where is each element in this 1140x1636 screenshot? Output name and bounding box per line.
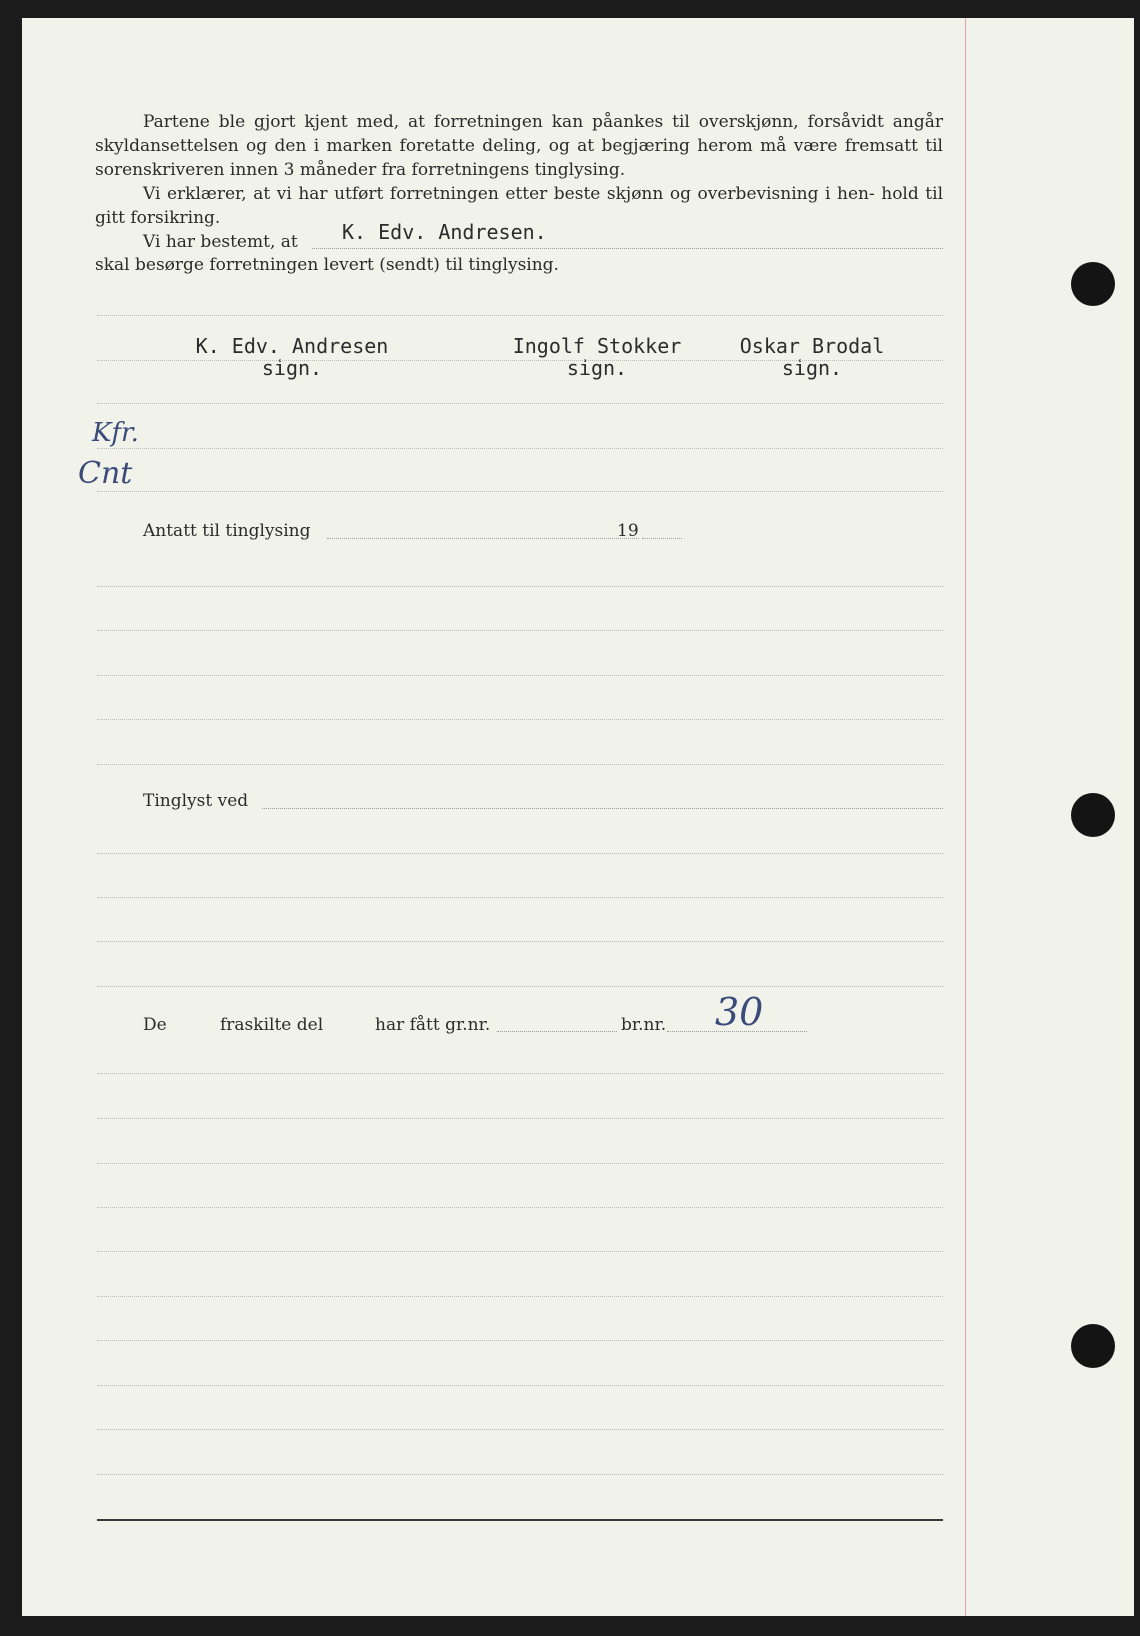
responsible-name: K. Edv. Andresen.	[342, 220, 547, 244]
antatt-year: 19	[617, 521, 639, 541]
ruled-line	[97, 448, 943, 449]
punch-hole	[1071, 793, 1115, 837]
ruled-line	[97, 1073, 943, 1074]
grnr-dotted-line	[497, 1031, 617, 1032]
tinglyst-label: Tinglyst ved	[143, 791, 249, 811]
ruled-line	[97, 675, 943, 676]
signature-name: Oskar Brodal	[739, 334, 885, 358]
responsible-dotted-line	[312, 248, 943, 249]
ruled-line	[97, 1296, 943, 1297]
ruled-line	[97, 719, 943, 720]
ruled-line	[97, 630, 943, 631]
ruled-line	[97, 1340, 943, 1341]
tinglyst-dotted-line	[262, 808, 943, 809]
ruled-line	[97, 897, 943, 898]
ruled-line	[97, 986, 943, 987]
signature-sign: sign.	[781, 356, 843, 380]
ruled-line	[97, 1207, 943, 1208]
document-page	[22, 18, 1134, 1616]
ruled-line	[97, 360, 943, 361]
ruled-line	[97, 1429, 943, 1430]
fraskilte-brnr-label: br.nr.	[621, 1015, 667, 1035]
signature-sign: sign.	[566, 356, 628, 380]
signature-name: Ingolf Stokker	[512, 334, 682, 358]
ruled-line	[97, 1163, 943, 1164]
antatt-label: Antatt til tinglysing	[143, 521, 311, 541]
punch-hole	[1071, 262, 1115, 306]
paragraph-declaration-text: Vi erklærer, at vi har utført forretningen etter beste skjønn og overbevisning i hen- hold til gitt forsikring.	[95, 184, 943, 228]
ruled-line	[97, 853, 943, 854]
responsible-tail: skal besørge forretningen levert (sendt) til tinglysing.	[95, 255, 559, 275]
signature-sign: sign.	[261, 356, 323, 380]
margin-line	[965, 18, 966, 1616]
ruled-line	[97, 1251, 943, 1252]
handwritten-initials-2: Cnt	[78, 456, 133, 491]
ruled-line	[97, 315, 943, 316]
ruled-line	[97, 1385, 943, 1386]
responsible-lead: Vi har bestemt, at	[143, 232, 298, 252]
punch-hole	[1071, 1324, 1115, 1368]
handwritten-brnr: 30	[715, 990, 764, 1034]
signature-block-1	[172, 335, 412, 379]
ruled-line	[97, 586, 943, 587]
paragraph-appeal-text: Partene ble gjort kjent med, at forretningen kan påankes til overskjønn, forsåvidt angår skyldansettelsen og den i marken foretatte deling, og at begjæring herom må være fremsatt til sorenskriveren innen 3 måneder fra forretningens tinglysing.	[95, 112, 943, 180]
fraskilte-word-del: fraskilte del	[220, 1015, 324, 1035]
ruled-line	[97, 491, 943, 492]
paragraph-appeal	[95, 110, 943, 182]
ruled-line	[97, 1474, 943, 1475]
ruled-line	[97, 1118, 943, 1119]
fraskilte-word-de: De	[143, 1015, 167, 1035]
signature-block-3	[722, 335, 902, 379]
fraskilte-grnr-label: har fått gr.nr.	[375, 1015, 491, 1035]
signature-block-2	[492, 335, 702, 379]
antatt-dotted-line	[327, 538, 639, 539]
antatt-year-dotted-line	[642, 538, 682, 539]
bottom-solid-rule	[97, 1519, 943, 1521]
ruled-line	[97, 764, 943, 765]
ruled-line	[97, 403, 943, 404]
handwritten-initials-1: Kfr.	[92, 418, 139, 448]
signature-name: K. Edv. Andresen	[195, 334, 389, 358]
ruled-line	[97, 941, 943, 942]
